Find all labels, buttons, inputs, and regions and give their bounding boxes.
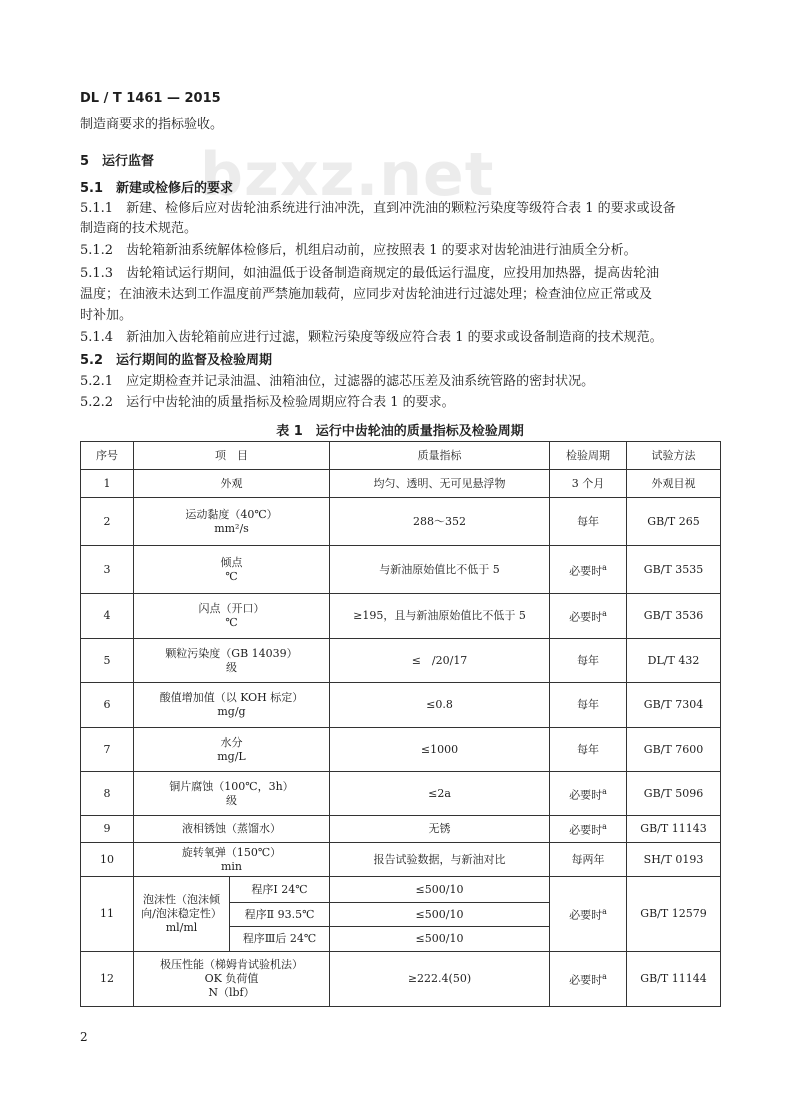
row-period <box>550 594 627 639</box>
row-spec: ≤0.8 <box>330 683 550 728</box>
section-5-heading: 5 运行监督 <box>80 154 155 169</box>
section-5-2-heading: 5.2 运行期间的监督及检验周期 <box>80 353 273 368</box>
item-unit: mg/g <box>217 705 246 718</box>
item-name: 运动黏度（40℃） <box>185 507 278 521</box>
row-period: 每年 <box>550 683 627 728</box>
row-spec: 288～352 <box>330 498 550 546</box>
row-no: 10 <box>81 843 134 877</box>
row-item <box>134 594 330 639</box>
clause-5-1-3-cont: 温度；在油液未达到工作温度前严禁施加载荷，应同步对齿轮油进行过滤处理；检查油位应正常或及 <box>80 287 653 302</box>
footnote-mark: a <box>602 972 607 982</box>
row-spec: ≤2a <box>330 772 550 816</box>
table-row <box>81 594 721 639</box>
row-no: 8 <box>81 772 134 816</box>
row-item <box>134 877 230 952</box>
item-name-cont: 向/泡沫稳定性） <box>141 907 222 920</box>
row-period <box>550 952 627 1007</box>
clause-5-1-3: 5.1.3 齿轮箱试运行期间，如油温低于设备制造商规定的最低运行温度，应投用加热器，提高齿轮油 <box>80 266 660 281</box>
row-period: 每年 <box>550 498 627 546</box>
header-method: 试验方法 <box>627 442 721 470</box>
quality-table <box>80 441 721 1007</box>
period-text: 必要时 <box>569 823 603 837</box>
row-item <box>134 952 330 1007</box>
row-period <box>550 546 627 594</box>
row-method: GB/T 265 <box>627 498 721 546</box>
row-no: 11 <box>81 877 134 952</box>
item-unit: mm²/s <box>214 521 249 535</box>
table-row <box>81 877 721 903</box>
header-no: 序号 <box>81 442 134 470</box>
item-unit: N（lbf） <box>208 986 255 999</box>
row-item <box>134 728 330 772</box>
item-unit: min <box>220 859 243 873</box>
table-row <box>81 728 721 772</box>
table-row <box>81 639 721 683</box>
row-period: 每年 <box>550 728 627 772</box>
clause-5-1-2: 5.1.2 齿轮箱新油系统解体检修后，机组启动前，应按照表 1 的要求对齿轮油进行油质全分析。 <box>80 243 637 258</box>
document-code: DL / T 1461 — 2015 <box>80 91 221 106</box>
row-spec: 均匀、透明、无可见悬浮物 <box>330 470 550 498</box>
row-method: GB/T 11143 <box>627 816 721 843</box>
table-row <box>81 772 721 816</box>
row-item <box>134 843 330 877</box>
table-row <box>81 498 721 546</box>
row-subitem: 程序Ⅲ后 24℃ <box>230 927 330 952</box>
row-method: GB/T 3535 <box>627 546 721 594</box>
row-item <box>134 639 330 683</box>
clause-5-2-2: 5.2.2 运行中齿轮油的质量指标及检验周期应符合表 1 的要求。 <box>80 395 455 410</box>
period-text: 必要时 <box>569 788 603 802</box>
row-no: 2 <box>81 498 134 546</box>
item-name: 颗粒污染度（GB 14039） <box>165 646 298 660</box>
clause-5-1-1: 5.1.1 新建、检修后应对齿轮油系统进行油冲洗，直到冲洗油的颗粒污染度等级符合表 1 的要求或设备 <box>80 201 676 216</box>
item-unit: ℃ <box>225 616 238 629</box>
row-spec: 报告试验数据，与新油对比 <box>330 843 550 877</box>
clause-5-2-1: 5.2.1 应定期检查并记录油温、油箱油位，过滤器的滤芯压差及油系统管路的密封状况。 <box>80 374 595 389</box>
row-no: 6 <box>81 683 134 728</box>
row-subitem: 程序Ⅰ 24℃ <box>230 877 330 903</box>
row-period <box>550 816 627 843</box>
item-name-cont: OK 负荷值 <box>204 972 259 985</box>
row-method: DL/T 432 <box>627 639 721 683</box>
table-row <box>81 843 721 877</box>
table-row <box>81 683 721 728</box>
clause-5-1-1-cont: 制造商的技术规范。 <box>80 221 198 236</box>
header-item: 项 目 <box>134 442 330 470</box>
row-item <box>134 498 330 546</box>
item-name: 酸值增加值（以 KOH 标定） <box>159 691 304 704</box>
item-name: 倾点 <box>220 555 243 569</box>
row-spec: 与新油原始值比不低于 5 <box>330 546 550 594</box>
table-caption: 表 1 运行中齿轮油的质量指标及检验周期 <box>276 424 524 439</box>
watermark: bzxz.net <box>200 140 495 210</box>
period-text: 必要时 <box>569 973 603 987</box>
row-no: 12 <box>81 952 134 1007</box>
row-item <box>134 772 330 816</box>
footnote-mark: a <box>602 786 607 796</box>
table-row <box>81 816 721 843</box>
row-no: 1 <box>81 470 134 498</box>
row-method: GB/T 3536 <box>627 594 721 639</box>
section-5-1-heading: 5.1 新建或检修后的要求 <box>80 181 234 196</box>
row-method: GB/T 11144 <box>627 952 721 1007</box>
row-spec: ≥195，且与新油原始值比不低于 5 <box>330 594 550 639</box>
header-spec: 质量指标 <box>330 442 550 470</box>
row-spec: ≤500/10 <box>330 903 550 927</box>
row-item <box>134 546 330 594</box>
footnote-mark: a <box>602 609 607 619</box>
page-number: 2 <box>80 1030 88 1044</box>
row-period <box>550 877 627 952</box>
row-method: GB/T 12579 <box>627 877 721 952</box>
table-header-row <box>81 442 721 470</box>
clause-5-1-4: 5.1.4 新油加入齿轮箱前应进行过滤，颗粒污染度等级应符合表 1 的要求或设备制造商的技术规范。 <box>80 330 663 345</box>
row-period <box>550 772 627 816</box>
header-period: 检验周期 <box>550 442 627 470</box>
item-unit: mg/L <box>217 749 246 763</box>
row-subitem: 程序Ⅱ 93.5℃ <box>230 903 330 927</box>
item-name: 闪点（开口） <box>198 602 265 615</box>
row-period: 每两年 <box>550 843 627 877</box>
row-no: 3 <box>81 546 134 594</box>
row-spec: 无锈 <box>330 816 550 843</box>
row-method: GB/T 7304 <box>627 683 721 728</box>
row-spec: ≤500/10 <box>330 877 550 903</box>
table-row <box>81 470 721 498</box>
item-name: 泡沫性（泡沫倾 <box>143 893 220 906</box>
body-line: 制造商要求的指标验收。 <box>80 117 224 132</box>
row-method: SH/T 0193 <box>627 843 721 877</box>
period-text: 必要时 <box>569 564 603 578</box>
footnote-mark: a <box>602 562 607 572</box>
item-name: 极压性能（梯姆肯试验机法） <box>160 958 303 971</box>
row-spec: ≤1000 <box>330 728 550 772</box>
item-name: 旋转氧弹（150℃） <box>181 845 282 859</box>
row-item <box>134 683 330 728</box>
row-item: 外观 <box>134 470 330 498</box>
item-name: 水分 <box>220 735 243 749</box>
row-method: GB/T 5096 <box>627 772 721 816</box>
row-item: 液相锈蚀（蒸馏水） <box>134 816 330 843</box>
row-no: 5 <box>81 639 134 683</box>
row-no: 9 <box>81 816 134 843</box>
period-text: 必要时 <box>569 610 603 624</box>
item-unit: 级 <box>226 793 237 807</box>
item-name: 铜片腐蚀（100℃，3h） <box>169 779 294 793</box>
table-row <box>81 546 721 594</box>
row-period: 3 个月 <box>550 470 627 498</box>
row-spec: ≥222.4(50) <box>330 952 550 1007</box>
row-spec: ≤ /20/17 <box>330 639 550 683</box>
row-no: 4 <box>81 594 134 639</box>
row-period: 每年 <box>550 639 627 683</box>
period-text: 必要时 <box>569 908 603 922</box>
row-no: 7 <box>81 728 134 772</box>
footnote-mark: a <box>602 907 607 917</box>
row-method: GB/T 7600 <box>627 728 721 772</box>
item-unit: ℃ <box>225 569 238 583</box>
table-row <box>81 952 721 1007</box>
row-spec: ≤500/10 <box>330 927 550 952</box>
footnote-mark: a <box>602 822 607 832</box>
item-unit: ml/ml <box>165 921 198 934</box>
row-method: 外观目视 <box>627 470 721 498</box>
item-unit: 级 <box>226 660 237 674</box>
clause-5-1-3-cont2: 时补加。 <box>80 308 133 323</box>
